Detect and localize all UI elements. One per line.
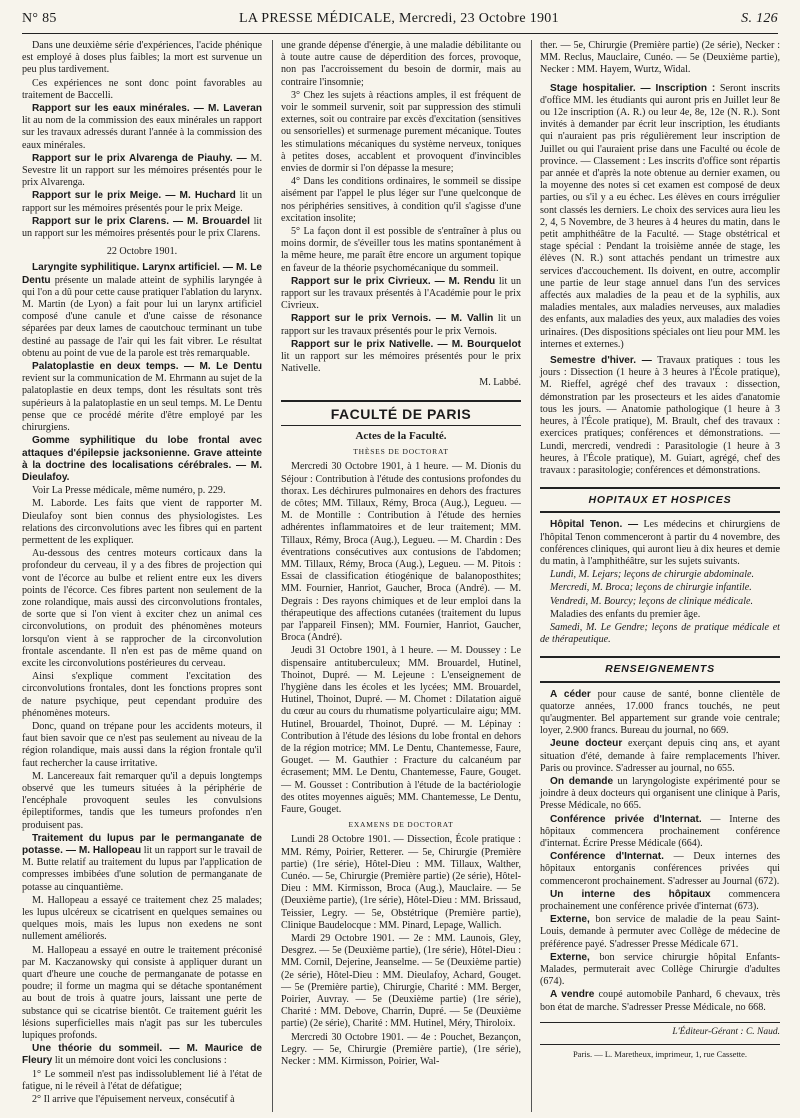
classified-ad — [540, 689, 780, 738]
ad-title: Conférence d'Internat. — [550, 851, 664, 863]
lecture-line: Vendredi, M. Bourcy; leçons de clinique médicale. — [550, 595, 754, 607]
ad-text: — Deux internes des hôpitaux entorganis conférences privées qui commenceront prochainement. S'adresser au Journal (672). — [540, 851, 780, 887]
ad-text: — Interne des hôpitaux commencera prochainement conférence d'internat. Écrire Presse Médicale (664). — [540, 813, 780, 849]
ad-text: commencera prochainement une conférence privée d'internat (673). — [540, 888, 780, 912]
ad-title: Externe, — [550, 951, 590, 963]
section-heading: Traitement du lupus par le permanganate de potasse. — M. Hallopeau — [22, 832, 262, 856]
section-heading: Laryngite syphilitique. Larynx artificiel. — M. Le Dentu — [22, 262, 262, 286]
classified-ad — [540, 889, 780, 913]
paragraph — [540, 519, 780, 568]
paragraph — [22, 190, 262, 214]
paragraph — [281, 313, 521, 337]
ad-text: bon service de maladie de la peau Saint-Louis, demande à permuter avec Collège de médecine de préférence payé. S'adresser Presse Médicale 671. — [540, 914, 780, 950]
report-text: lit au nom de la commission des eaux minérales un rapport sur les travaux adressés durant l'année à la commission des eaux minérales. — [22, 115, 262, 151]
classified-ad — [540, 776, 780, 813]
section-text: lit un rapport sur le travail de M. Butte relatif au traitement du lupus par l'application de compresses imbibées d'une solution de permanganate de potasse au cinquantième. — [22, 845, 262, 893]
paragraph: Lundi 28 Octobre 1901. — Dissection, École pratique : MM. Rémy, Poirier, Retterer. — 5e, Chirurgie (Première partie) (1re série), Hôtel-Dieu : MM. Tillaux, Walther, Cunéo. — 5e, Chirurgie (Première partie) (2e série), Hôtel-Dieu : MM. Kirmisson, Broca (Aug.), Mauclaire. — 5e (Deuxième partie), (1re série), Hôtel-Dieu : MM. Brissaud, Teissier, Legry. — 5e, Obstétrique (Première partie), Clinique Baudelocque : MM. Pinard, Lepage, Wallich. — [281, 834, 521, 931]
theses-heading: THÈSES DE DOCTORAT — [353, 447, 449, 457]
section-heading: Palatoplastie en deux temps. — M. Le Dentu — [32, 361, 262, 373]
paragraph — [22, 103, 262, 152]
paragraph — [281, 276, 521, 313]
paragraph: M. Hallopeau a essayé ce traitement chez 25 malades; les lupus ulcéreux se cicatrisent en quelques semaines ou quelques mois, mais les lupus non exedens ne sont nullement améliorés. — [22, 894, 262, 943]
paragraph: Dans une deuxième série d'expériences, l'acide phénique est employé à doses plus faibles; la mort est survenue un peu plus tardivement. — [22, 40, 262, 76]
ad-title: Jeune docteur — [550, 738, 623, 750]
paragraph — [22, 361, 262, 434]
paragraph: Ces expériences ne sont donc point favorables au traitement de Baccelli. — [22, 77, 262, 101]
section-title-faculte: FACULTÉ DE PARIS — [281, 400, 521, 426]
section-text: Les médecins et chirurgiens de l'hôpital Tenon commenceront à partir du 4 novembre, des conférences cliniques, qui auront lieu à dix heures et demie du matin, à l'amphithéâtre, sur les sujets suivants. — [540, 519, 780, 567]
paragraph: ther. — 5e, Chirurgie (Première partie) (2e série), Necker : MM. Reclus, Mauclaire, Cunéo. — 5e (Deuxième partie), Necker : MM. Hayem, Wurtz, Widal. — [540, 40, 780, 76]
signature: M. Labbé. — [479, 377, 521, 389]
paragraph: Donc, quand on trépane pour les accidents moteurs, il faut bien savoir que ce n'est pas seulement au niveau de la région rolandique, mais aussi dans la région frontale qu'il faut rechercher la cause irritative. — [22, 720, 262, 769]
section-subtitle: Actes de la Faculté. — [355, 429, 447, 442]
issue-number: N° 85 — [22, 11, 57, 26]
paragraph: 4° Dans les conditions ordinaires, le sommeil se dissipe aisément par l'appel le plus léger sur l'une quelconque de nos périphéries sensitives, à condition qu'il s'agisse d'une excitation insolite; — [281, 176, 521, 224]
paragraph: Voir La Presse médicale, même numéro, p. 229. — [32, 485, 226, 497]
section-text: présente un malade atteint de syphilis laryngée à qui l'on a dû pour cette cause pratiquer l'ablation du larynx. M. Martin (de Lyon) a fait pour lui un larynx artificiel composé d'une canule et d'une caisse de résonance séparées par deux lames de caoutchouc terminant un tube destiné au passage de l'air qui les fait vibrer. Le résultat obtenu au point de vue de la parole est très remarquable. — [22, 274, 262, 359]
paragraph: M. Hallopeau a essayé en outre le traitement préconisé par M. Kaczanowsky qui consiste à appliquer durant un quart d'heure une couche de permanganate de potasse en poudre; il forme un magma qui se détache spontanément au bout de trois à quatre jours, laissant une perte de substance qui se cicatrise bientôt. Ce traitement guérit les lésions superficielles mais n'agit pas sur les tubercules lupiques profonds. — [22, 944, 262, 1042]
ad-title: A céder — [550, 688, 591, 700]
report-title: Rapport sur le prix Vernois. — M. Vallin — [291, 313, 494, 325]
paragraph — [22, 833, 262, 894]
classified-ad — [540, 851, 780, 888]
page-header — [22, 8, 778, 30]
paragraph — [22, 262, 262, 360]
report-title: Rapport sur le prix Meige. — M. Huchard — [32, 190, 236, 202]
ad-text: un laryngologiste expérimenté pour se joindre à deux docteurs qui organisent une clinique à Paris, Presse Médicale, no 665. — [540, 775, 780, 812]
paragraph: M. Laborde. Les faits que vient de rapporter M. Dieulafoy sont bien connus des physiologistes. Les relations des circonvolutions avec les fibres qui en partent permettent de les expliquer. — [22, 498, 262, 546]
classified-ad — [540, 952, 780, 989]
section-heading: Stage hospitalier. — Inscription : — [550, 82, 716, 94]
report-title: Rapport sur le prix Nativelle. — M. Bourquelot — [291, 338, 521, 350]
ad-text: coupé automobile Panhard, 6 chevaux, très bon état de marche. S'adresser Presse Médicale, no 668. — [540, 989, 780, 1013]
report-text: M. Sevestre lit un rapport sur les mémoires présentés pour le prix Alvarenga. — [22, 152, 262, 189]
section-heading: Hôpital Tenon. — — [550, 519, 639, 531]
paragraph — [22, 435, 262, 484]
ad-title: Externe, — [550, 914, 590, 926]
classified-ad — [540, 989, 780, 1013]
paragraph — [22, 216, 262, 240]
report-title: Rapport sur le prix Clarens. — M. Brouardel — [32, 215, 250, 227]
section-text: lit un mémoire dont voici les conclusions : — [54, 1055, 227, 1067]
paragraph — [540, 355, 780, 477]
paragraph: 1° Le sommeil n'est pas indissolublement lié à l'état de fatigue, ni le réveil à l'état de défatigue; — [22, 1068, 262, 1092]
header-rule — [22, 33, 778, 34]
paragraph — [22, 1043, 262, 1067]
paragraph — [540, 83, 780, 351]
report-text: lit un rapport sur les mémoires présentés pour le prix Nativelle. — [281, 351, 521, 375]
exams-heading: EXAMENS DE DOCTORAT — [348, 820, 454, 830]
columns — [22, 40, 780, 1112]
lecture-line: Mercredi, M. Broca; leçons de chirurgie infantile. — [550, 582, 752, 594]
ad-text: exerçant depuis cinq ans, et ayant situation d'été, demande à faire remplacements l'hiver. Paris ou province. S'adresser au journal, no 655. — [540, 738, 780, 774]
paragraph: M. Lancereaux fait remarquer qu'il a depuis longtemps observé que les tumeurs situées à la périphérie de l'encéphale provoquent seules les convulsions épileptiformes, tandis que les tumeurs profondes n'en produisent pas. — [22, 770, 262, 831]
section-heading: Semestre d'hiver. — — [550, 355, 652, 367]
paragraph: Mardi 29 Octobre 1901. — 2e : MM. Launois, Gley, Desgrez. — 5e (Deuxième partie), (1re série), Hôtel-Dieu : MM. Cornil, Dejerine, Jeanselme. — 5e (Deuxième partie) (2e série), Hôtel-Dieu : MM. Dieulafoy, Achard, Gouget. — 5e (Première partie), Chirurgie, Charité : MM. Berger, Poirier, Auvray. — 5e (Deuxième partie) (1re série), Charité : MM. Debove, Charrin, Dupré. — 5e (Deuxième partie) (2e série), Charité : MM. Hutinel, Méry, Thiroloix. — [281, 933, 521, 1030]
section-text: Travaux pratiques : tous les jours : Dissection (1 heure à 3 heures à l'École pratique), M. Rieffel, agrégé chef des travaux : dissection, démonstration par les prosecteurs et les aides d'anatomie tous les jours. — Anatomie pathologique (1 heure à 3 heures, à l'École pratique), M. Brault, chef des travaux : exercices pratiques; conférences et démonstrations. — Lundi, mercredi, vendredi : Parasitologie (1 heure à 3 heures, à l'École pratique), M. Guiart, agrégé, chef des travaux : parasitologie; conférences et démonstrations. — [540, 355, 780, 476]
section-text: revient sur la communication de M. Ehrmann au sujet de la palatoplastie en deux temps, dont les résultats sont très supérieurs à la palatoplastie en un seul temps. M. Le Dentu pense que ce procédé mérite d'être employé par les chirurgiens. — [22, 373, 262, 434]
section-title-hopitaux: HOPITAUX ET HOSPICES — [540, 487, 780, 513]
paragraph: Mercredi 30 Octobre 1901, à 1 heure. — M. Dionis du Séjour : Contribution à l'étude des contusions profondes du thorax. Les déchirures pulmonaires en dehors des fractures de côtes; MM. Tillaux, Rémy, Broca (Aug.), Legueu. — M. de Montille : Contribution à l'étude des hernies adhérentes inflammatoires et de leur traitement; MM. Tillaux, Rémy, Broca (Aug.), Legueu. — M. Chardin : Des éventrations consécutives aux contusions de l'abdomen; MM. Tillaux, Rémy, Broca (Aug.), Legueu. — M. Pitois : Essai de classification étiogénique de balanoposthites; MM. Fournier, Hanriot, Gaucher, Broca (André). — M. Degrais : Des rayons chimiques et de leur emploi dans la thérapeutique des affections cutanées (traitement du lupus par l'appareil Finsen); MM. Fournier, Hanriot, Gaucher, Broca (André). — [281, 461, 521, 644]
classified-ad — [540, 814, 780, 851]
editor-line: L'Éditeur-Gérant : C. Naud. — [540, 1022, 780, 1038]
paragraph: Ainsi s'explique comment l'excitation des circonvolutions frontales, dont les fonctions propres sont de nature psychique, peut cependant produire des phénomènes moteurs. — [22, 671, 262, 719]
paragraph: 2° Il arrive que l'épuisement nerveux, consécutif à — [32, 1094, 235, 1106]
paragraph: 3° Chez les sujets à réactions amples, il est fréquent de voir le sommeil survenir, soit par suppression des stimuli externes, soit ou contraire par excès d'excitation (sensitives ou sensorielles) et surmenage purement mécanique. Toutes les stimulations mécaniques du système nerveux, toniques à petites doses, accablent et provoquent d'invincibles envies de dormir si l'on dépasse la mesure; — [281, 89, 521, 175]
column-3 — [531, 40, 780, 1112]
journal-title: LA PRESSE MÉDICALE, Mercredi, 23 Octobre 1901 — [238, 11, 559, 26]
report-title: Rapport sur le prix Civrieux. — M. Rendu — [291, 275, 496, 287]
classified-ad — [540, 738, 780, 775]
report-title: Rapport sur les eaux minérales. — M. Laveran — [32, 103, 262, 115]
paragraph: Jeudi 31 Octobre 1901, à 1 heure. — M. Doussey : Le dispensaire antituberculeux; MM. Brouardel, Hutinel, Thoinot, Dupré. — M. Lejeune : L'enseignement de l'hygiène dans les écoles et les lycées; MM. Brouardel, Hutinel, Thoinot, Dupré. — M. Chomet : Dilatation aiguë du cœur au cours du rhumatisme polyarticulaire aigu; MM. Hutinel, Brouardel, Thoinot, Dupré. — M. Lépinay : Contribution à l'étude des lésions du lobe frontal en dehors de la région motrice; MM. Le Dentu, Chantemesse, Faure, Gouget. — M. Gauthier : Fracture du calcanéum par écrasement; MM. Le Dentu, Chantemesse, Faure, Gouget. — M. Gousset : Contribution à l'étude de la bactériologie des otites moyennes aiguës; MM. Chantemesse, Le Dentu, Faure, Gouget. — [281, 645, 521, 815]
ad-title: Un interne des hôpitaux — [550, 888, 711, 900]
column-1 — [22, 40, 262, 1112]
page-number: S. 126 — [741, 11, 778, 26]
section-title-renseignements: RENSEIGNEMENTS — [540, 656, 780, 682]
paragraph — [22, 153, 262, 190]
classified-ad — [540, 914, 780, 951]
lecture-line: Maladies des enfants du premier âge. — [550, 608, 701, 620]
session-date: 22 Octobre 1901. — [106, 246, 178, 258]
report-title: Rapport sur le prix Alvarenga de Piauhy. — — [32, 152, 247, 164]
ad-text: bon service chirurgie hôpital Enfants-Malades, permuterait avec Collège Chirurgie d'adultes (674). — [540, 951, 780, 988]
lecture-line: Lundi, M. Lejars; leçons de chirurgie abdominale. — [550, 569, 755, 581]
section-text: Seront inscrits d'office MM. les étudiants qui auront pris en Juillet leur 8e ou 12e inscription (A. R.) ou leur 4e, 8e, 12e (N. R.). Sont invités à demander par écrit leur inscription, les étudiants qui n'auraient pas pris régulièrement leur inscription de Juillet ou qui l'auraient prise dans une Faculté ou école de province. — Classement : Les inscrits d'office sont répartis par année et d'après la note obtenue au dernier examen, ou la moyenne des notes si cet examen est composé de deux parties, ou s'il y a eu échec. Les élèves en cours irrégulier sont classés les derniers. Le choix des services aura lieu les 2, 4, 5 Novembre, de 3 heures à 4 heures du matin, dans le petit amphithéâtre de la Faculté. — Stage obstétrical et stage spécial : Pendant la troisième année de stage, les élèves (N. R.) sont attachés pendant un trimestre aux services d'accouchement. Ils doivent, en outre, accomplir une partie de leur stage annuel dans l'un des services affectés aux maladies de la peau et de la syphilis, aux maladies mentales, aux maladies nerveuses, aux maladies des enfants, aux maladies des yeux, aux maladies des voies urinaires. (Des dispositions spéciales ont lieu pour MM. les internes et externes.) — [540, 82, 780, 350]
ad-title: A vendre — [550, 989, 595, 1001]
column-2 — [272, 40, 521, 1112]
paragraph: Au-dessous des centres moteurs corticaux dans la profondeur du cerveau, il y a des fibres de projection qui vont de l'écorce au bulbe et relient entre eux les divers points de l'écorce. Ces fibres partent non seulement de la zone rolandique, mais aussi des circonvolutions frontales, de sorte que si l'on vient à exciter chez un animal ces circonvolutions, on produit des phénomènes moteurs lorsqu'on vient à se rapprocher de la circonvolution frontale ascendante. Il n'en est pas de même quand on excite les circonvolutions postérieures du cerveau. — [22, 548, 262, 669]
printer-line: Paris. — L. Maretheux, imprimeur, 1, rue Cassette. — [540, 1044, 780, 1060]
ad-title: On demande — [550, 775, 614, 787]
report-text: lit un rapport sur les travaux présentés pour le prix Vernois. — [281, 313, 521, 337]
section-heading: Gomme syphilitique du lobe frontal avec attaques d'épilepsie jacksonienne. Grave atteinte à la doctrine des localisations cérébrales. — M. Dieulafoy. — [22, 435, 262, 483]
report-text: lit un rapport sur les mémoires présentés pour le prix Clarens. — [22, 215, 262, 240]
report-text: lit un rapport sur les travaux présentés à l'Académie pour le prix Civrieux. — [281, 275, 521, 312]
ad-text: pour cause de santé, bonne clientèle de quatorze années, 17.000 francs touchés, ne peut qu'augmenter. Bel appartement sur grande voie centrale; loyer, 2.900 francs. Bureau du journal, no 669. — [540, 688, 780, 737]
paragraph — [281, 339, 521, 376]
lecture-line: Samedi, M. Le Gendre; leçons de pratique médicale et de thérapeutique. — [540, 621, 780, 646]
report-text: lit un rapport sur les mémoires présentés pour le prix Meige. — [22, 190, 262, 214]
section-heading: Une théorie du sommeil. — M. Maurice de Fleury — [22, 1043, 262, 1067]
paragraph: une grande dépense d'énergie, à une maladie débilitante ou à toute autre cause de déperdition des forces, provoque, non pas l'accroissement du besoin de dormir, mais au contraire l'insomnie; — [281, 40, 521, 88]
paragraph: 5° La façon dont il est possible de s'entraîner à plus ou moins dormir, de s'éveiller tous les matins spontanément à la même heure, me paraît être encore un argument topique en faveur de la théorie psychomécanique du sommeil. — [281, 226, 521, 274]
paragraph: Mercredi 30 Octobre 1901. — 4e : Pouchet, Bezançon, Legry. — 5e, Chirurgie (Première partie), (1re série), Necker : MM. Kirmisson, Poirier, Wal- — [281, 1031, 521, 1068]
ad-title: Conférence privée d'Internat. — [550, 813, 702, 825]
